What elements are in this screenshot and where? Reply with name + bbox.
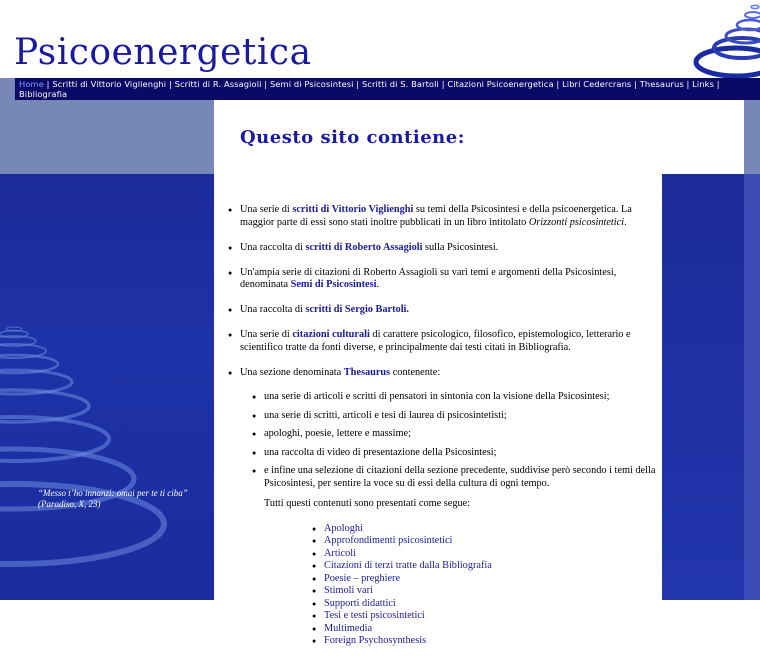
- list-item: [312, 535, 656, 548]
- nav-separator: |: [716, 79, 720, 89]
- sidebar-quote: “Messo t’ho innanzi: omai per te ti ciba” (Paradiso, X, 23): [38, 488, 188, 509]
- nav-links[interactable]: Links: [692, 79, 714, 89]
- list-item: [228, 304, 656, 317]
- main-content: [228, 204, 656, 660]
- list-item: [312, 585, 656, 598]
- nav-separator: |: [556, 79, 560, 89]
- left-decorative-panel: [0, 174, 214, 600]
- item-text: su temi della Psicosintesi e della psicoenergetica. La maggior parte di essi sono stati inoltre pubblicati in un libro intitolato: [240, 204, 632, 228]
- list-item: [228, 329, 656, 354]
- thesaurus-list: [252, 391, 656, 490]
- item-text: Una raccolta di: [240, 241, 306, 253]
- item-text: .: [624, 216, 627, 228]
- list-item: [312, 560, 656, 573]
- link-supporti-didattici[interactable]: Supporti didattici: [324, 597, 396, 609]
- link-semi-psicosintesi[interactable]: Semi di Psicosintesi: [290, 279, 377, 290]
- nav-separator: |: [168, 79, 172, 89]
- book-title: Orizzonti psicosintetici: [528, 216, 625, 228]
- left-gray-block: [0, 100, 214, 174]
- section-links-list: [312, 523, 656, 648]
- link-poesie-preghiere[interactable]: Poesie – preghiere: [324, 572, 401, 584]
- list-item: ● una raccolta di video di presentazione della Psicosintesi;: [252, 447, 656, 460]
- item-text: Una serie di: [240, 329, 293, 340]
- left-strip: [0, 78, 14, 100]
- list-item: [312, 610, 656, 623]
- link-approfondimenti[interactable]: Approfondimenti psicosintetici: [324, 535, 453, 546]
- nav-libri-cedercrans[interactable]: Libri Cedercrans: [562, 79, 632, 89]
- right-panel-edge: [744, 174, 760, 600]
- link-citazioni-terzi[interactable]: Citazioni di terzi tratte dalla Bibliografia: [324, 560, 492, 571]
- list-item: ● una serie di articoli e scritti di pensatori in sintonia con la visione della Psicosintesi;: [252, 391, 656, 404]
- item-text: Un'ampia serie di citazioni di Roberto Assagioli su vari temi e argomenti della Psicosintesi, denominata: [240, 266, 617, 290]
- nav-separator: |: [441, 79, 445, 89]
- list-item: [228, 204, 656, 229]
- main-navigation: [14, 78, 760, 100]
- item-text: di carattere psicologico, filosofico, epistemologico, letterario e scientifico tratte da fonti diverse, e principalmente dai testi citati in Bibliografia.: [240, 329, 631, 353]
- site-title[interactable]: Psicoenergetica: [14, 32, 312, 73]
- list-item: [312, 598, 656, 611]
- nav-home[interactable]: Home: [19, 79, 44, 89]
- link-foreign-psychosynthesis[interactable]: Foreign Psychosynthesis: [324, 635, 427, 646]
- link-apologhi[interactable]: Apologhi: [324, 522, 363, 534]
- list-item: [312, 635, 656, 648]
- link-multimedia[interactable]: Multimedia: [324, 622, 373, 634]
- header: [0, 0, 760, 78]
- nav-citazioni[interactable]: Citazioni Psicoenergetica: [447, 79, 554, 89]
- nav-separator: |: [264, 79, 268, 89]
- nav-scritti-viglienghi[interactable]: Scritti di Vittorio Viglienghi: [52, 79, 167, 89]
- item-text: Una raccolta di: [240, 304, 306, 315]
- item-text: .: [376, 279, 380, 290]
- item-text: Una serie di: [240, 204, 293, 215]
- nav-thesaurus[interactable]: Thesaurus: [639, 79, 684, 89]
- sections-intro: Tutti questi contenuti sono presentati come segue:: [264, 498, 471, 509]
- nav-links: [15, 78, 760, 99]
- link-scritti-bartoli[interactable]: scritti di Sergio Bartoli.: [305, 304, 409, 315]
- link-articoli[interactable]: Articoli: [324, 547, 357, 559]
- list-item: ● e infine una selezione di citazioni della sezione precedente, suddivise però secondo i temi della Psicosintesi, per sentire la voce su di essi della cultura di ogni tempo.: [252, 465, 656, 490]
- link-scritti-assagioli[interactable]: scritti di Roberto Assagioli: [305, 241, 423, 253]
- page-heading: Questo sito contiene:: [240, 127, 465, 148]
- nav-scritti-assagioli[interactable]: Scritti di R. Assagioli: [174, 79, 262, 89]
- list-item: [228, 267, 656, 292]
- nav-separator: |: [46, 79, 50, 89]
- list-item: [312, 573, 656, 586]
- spiral-logo-icon[interactable]: [680, 0, 760, 78]
- list-item: ● una serie di scritti, articoli e tesi di laurea di psicosintetisti;: [252, 410, 656, 423]
- nav-separator: |: [686, 79, 690, 89]
- list-item: [312, 523, 656, 536]
- link-thesaurus[interactable]: Thesaurus: [343, 366, 391, 378]
- link-tesi-testi[interactable]: Tesi e testi psicosintetici: [324, 610, 425, 621]
- link-citazioni-culturali[interactable]: citazioni culturali: [292, 329, 370, 340]
- link-scritti-viglienghi[interactable]: scritti di Vittorio Viglienghi: [292, 204, 414, 215]
- list-item: [228, 242, 656, 255]
- item-text: sulla Psicosintesi.: [422, 241, 499, 253]
- nav-separator: |: [634, 79, 638, 89]
- list-item: [228, 367, 656, 648]
- nav-semi-psicosintesi[interactable]: Semi di Psicosintesi: [269, 79, 354, 89]
- item-text: Una sezione denominata: [240, 366, 344, 378]
- right-gray-block: [744, 100, 760, 174]
- link-stimoli-vari[interactable]: Stimoli vari: [324, 585, 373, 596]
- list-item: ● apologhi, poesie, lettere e massime;: [252, 428, 656, 441]
- nav-bibliografia[interactable]: Bibliografia: [19, 89, 68, 99]
- nav-scritti-bartoli[interactable]: Scritti di S. Bartoli: [361, 79, 439, 89]
- content-list: [228, 204, 656, 648]
- list-item: [312, 623, 656, 636]
- list-item: [312, 548, 656, 561]
- nav-separator: |: [356, 79, 360, 89]
- item-text: contenente:: [390, 366, 441, 378]
